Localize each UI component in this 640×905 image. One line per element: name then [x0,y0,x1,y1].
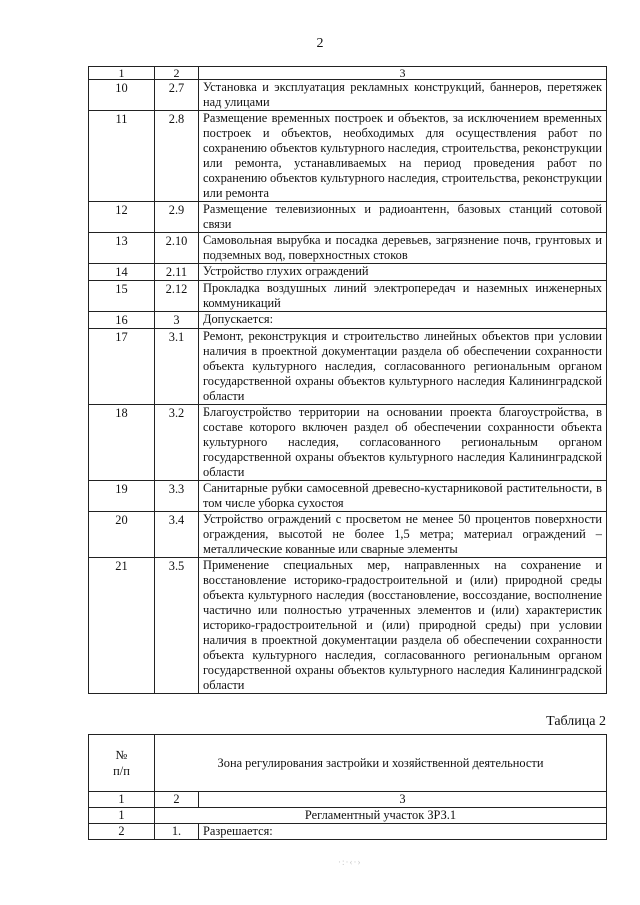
table-row [89,512,607,558]
item-text-cell: Допускается: [199,312,607,329]
item-code-cell: 3.5 [155,558,199,694]
restrictions-table [88,66,607,694]
row-number-cell: 18 [89,405,155,481]
table2-header-row [89,735,607,792]
header-cell-3: 3 [199,67,607,80]
table-header-row [89,67,607,80]
table-row [89,111,607,202]
row-number-cell: 17 [89,329,155,405]
table-row [89,264,607,281]
row-number-cell: 14 [89,264,155,281]
table-row [89,80,607,111]
item-text-cell: Размещение телевизионных и радиоантенн, базовых станций сотовой связи [199,202,607,233]
table-row [89,481,607,512]
item-code-cell: 2.12 [155,281,199,312]
item-code-cell: 2.11 [155,264,199,281]
row-number-cell: 19 [89,481,155,512]
table-row [89,233,607,264]
row-number-cell: 21 [89,558,155,694]
table2-item-text: Разрешается: [199,824,607,840]
table2-section-title: Регламентный участок ЗРЗ.1 [155,808,607,824]
table2-zone-header: Зона регулирования застройки и хозяйственной деятельности [155,735,607,792]
row-number-cell: 13 [89,233,155,264]
restrictions-table-body [89,67,607,694]
row-number-cell: 12 [89,202,155,233]
row-number-cell: 15 [89,281,155,312]
row-number-cell: 10 [89,80,155,111]
table2-section-number: 1 [89,808,155,824]
table2-title: Таблица 2 [546,714,606,729]
page-number: 2 [316,36,324,51]
table2-num-cell-1: 1 [89,792,155,808]
header-cell-1: 1 [89,67,155,80]
item-code-cell: 3.4 [155,512,199,558]
item-text-cell: Прокладка воздушных линий электропередач и наземных инженерных коммуникаций [199,281,607,312]
zone-regulation-table [88,734,607,840]
item-code-cell: 3.1 [155,329,199,405]
item-text-cell: Самовольная вырубка и посадка деревьев, загрязнение почв, грунтовых и подземных вод, поверхностных стоков [199,233,607,264]
table2-num-cell-3: 3 [199,792,607,808]
item-code-cell: 3 [155,312,199,329]
item-text-cell: Санитарные рубки самосевной древесно-кустарниковой растительности, в том числе уборка сухостоя [199,481,607,512]
table2-section-row [89,808,607,824]
item-code-cell: 2.8 [155,111,199,202]
table-row [89,405,607,481]
table2-item-number: 2 [89,824,155,840]
row-number-cell: 20 [89,512,155,558]
item-text-cell: Благоустройство территории на основании проекта благоустройства, в составе которого включен раздел об обеспечении сохранности объекта культурного наследия, согласованного региональным органом государственной охраны объектов культурного наследия Калининградской области [199,405,607,481]
item-text-cell: Устройство ограждений с просветом не менее 50 процентов поверхности ограждения, высотой не более 1,5 метра; материал ограждений – металлические кованные или сварные элементы [199,512,607,558]
table2-number-header: № п/п [89,735,155,792]
table-row [89,202,607,233]
item-text-cell: Ремонт, реконструкция и строительство линейных объектов при условии наличия в проектной документации раздела об обеспечении сохранности объекта культурного наследия, согласованного региональным органом государственной охраны объектов культурного наследия Калининградской области [199,329,607,405]
item-text-cell: Размещение временных построек и объектов, за исключением временных построек и объектов, необходимых для осуществления работ по сохранению объектов культурного наследия, строительства, реконструкции или ремонта, устанавливаемых на период проведения работ по сохранению объектов культурного наследия, строительства, реконструкции или ремонта [199,111,607,202]
table2-item-code: 1. [155,824,199,840]
table-row [89,281,607,312]
table-row [89,558,607,694]
item-text-cell: Устройство глухих ограждений [199,264,607,281]
item-code-cell: 3.3 [155,481,199,512]
table2-numbers-row [89,792,607,808]
item-code-cell: 2.10 [155,233,199,264]
item-code-cell: 3.2 [155,405,199,481]
table-row [89,312,607,329]
row-number-cell: 11 [89,111,155,202]
item-code-cell: 2.7 [155,80,199,111]
table2-num-cell-2: 2 [155,792,199,808]
table2-item-row [89,824,607,840]
scan-mark: ·:·‹·› [338,857,362,867]
row-number-cell: 16 [89,312,155,329]
item-code-cell: 2.9 [155,202,199,233]
item-text-cell: Установка и эксплуатация рекламных конструкций, баннеров, перетяжек над улицами [199,80,607,111]
table-row [89,329,607,405]
header-cell-2: 2 [155,67,199,80]
item-text-cell: Применение специальных мер, направленных на сохранение и восстановление историко-градостроительной и (или) природной среды объекта культурного наследия (восстановление, воссоздание, восполнение частично или полностью утраченных элементов и (или) характеристик историко-градостроительной и (или) природной среды) при условии наличия в проектной документации раздела об обеспечении сохранности объекта культурного наследия, согласованного региональным органом государственной охраны объектов культурного наследия Калининградской области [199,558,607,694]
